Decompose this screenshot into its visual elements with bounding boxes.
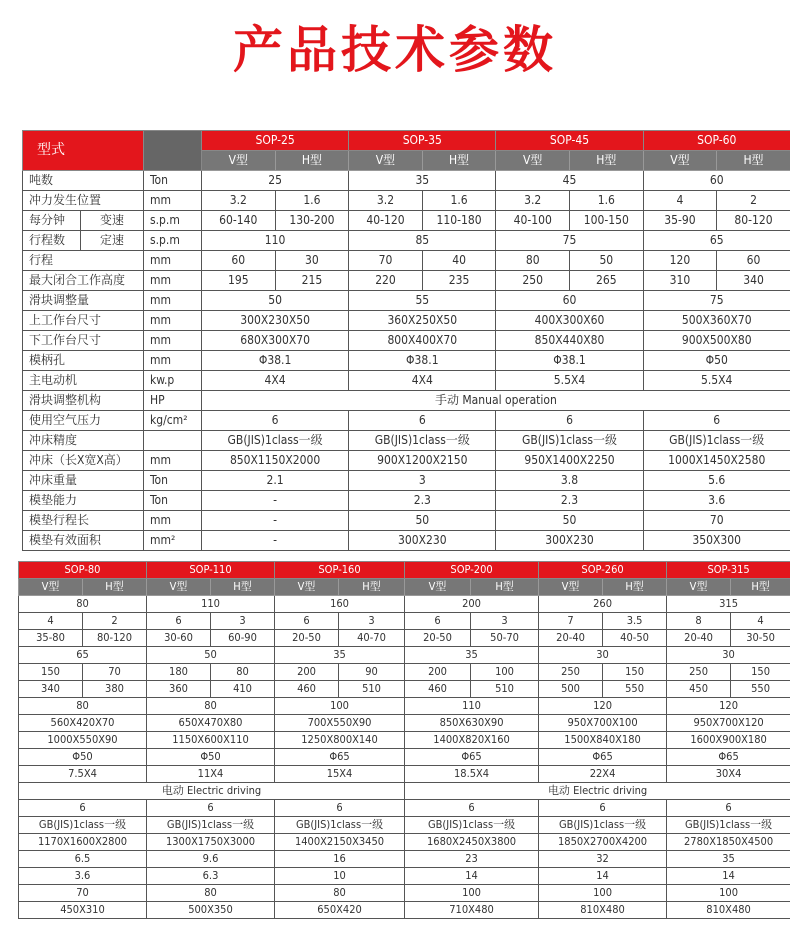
spec-cell: 220 [349,271,423,291]
spec-cell: 950X1400X2250 [496,451,643,471]
row-unit: mm² [144,531,202,551]
spec-cell: 460 [275,681,339,698]
spec-cell: 550 [731,681,790,698]
spec-cell: 6 [643,411,790,431]
model-header: SOP-110 [147,562,275,579]
spec-cell: 250 [539,664,603,681]
spec-cell: 900X1200X2150 [349,451,496,471]
spec-cell: 65 [643,231,790,251]
row-label: 行程数 [23,231,81,251]
spec-cell: 1400X2150X3450 [275,834,405,851]
subtype-v: V型 [405,579,471,596]
model-header: SOP-45 [496,131,643,151]
row-unit: mm [144,451,202,471]
spec-cell: - [202,531,349,551]
spec-cell: 500X350 [147,902,275,919]
spec-cell: 50 [202,291,349,311]
spec-cell: 710X480 [405,902,539,919]
spec-cell: Φ65 [275,749,405,766]
spec-cell: 410 [211,681,275,698]
spec-cell: - [202,511,349,531]
model-header: SOP-160 [275,562,405,579]
spec-cell: 500 [539,681,603,698]
spec-cell: 55 [349,291,496,311]
subtype-v: V型 [202,151,276,171]
row-sublabel: 定速 [81,231,144,251]
spec-cell: - [202,491,349,511]
spec-cell: 6.3 [147,868,275,885]
spec-cell: 6 [275,613,339,630]
spec-cell: 30-60 [147,630,211,647]
spec-cell: 6 [405,800,539,817]
spec-cell: 250 [496,271,570,291]
subtype-v: V型 [643,151,717,171]
spec-cell: 35 [667,851,790,868]
spec-cell: 11X4 [147,766,275,783]
spec-cell: 5.5X4 [496,371,643,391]
spec-cell: 6.5 [19,851,147,868]
spec-cell: 3 [211,613,275,630]
spec-cell: 110 [405,698,539,715]
row-unit: mm [144,331,202,351]
header-gray-block [144,131,202,171]
spec-cell: 850X1150X2000 [202,451,349,471]
spec-cell: 60 [496,291,643,311]
spec-cell: 100-150 [570,211,644,231]
spec-cell: 15X4 [275,766,405,783]
spec-cell: 2 [83,613,147,630]
spec-cell: 23 [405,851,539,868]
spec-cell: 电动 Electric driving [405,783,790,800]
spec-cell: 50 [570,251,644,271]
spec-cell: 260 [539,596,667,613]
spec-cell: 110 [147,596,275,613]
spec-cell: Φ38.1 [496,351,643,371]
spec-cell: 380 [83,681,147,698]
spec-cell: 100 [471,664,539,681]
spec-cell: 85 [349,231,496,251]
subtype-v: V型 [349,151,423,171]
row-unit: mm [144,511,202,531]
spec-cell: 4 [731,613,790,630]
spec-cell: 340 [19,681,83,698]
spec-cell: 350X300 [643,531,790,551]
spec-cell: 3 [349,471,496,491]
spec-table-1 [22,130,790,551]
spec-cell: 3.2 [202,191,276,211]
spec-cell: 3.2 [349,191,423,211]
spec-cell: 2.1 [202,471,349,491]
header-type-label: 型式 [23,131,144,171]
spec-cell: 3.6 [19,868,147,885]
spec-cell: 510 [339,681,405,698]
spec-cell: 1300X1750X3000 [147,834,275,851]
spec-cell: 3.6 [643,491,790,511]
spec-cell: GB(JIS)1class一级 [202,431,349,451]
spec-cell: 110-180 [422,211,496,231]
spec-cell: 900X500X80 [643,331,790,351]
spec-cell: 300X230X50 [202,311,349,331]
spec-cell: 700X550X90 [275,715,405,732]
spec-cell: 9.6 [147,851,275,868]
spec-cell: 1850X2700X4200 [539,834,667,851]
spec-cell: 1170X1600X2800 [19,834,147,851]
spec-cell: 1500X840X180 [539,732,667,749]
row-label: 模柄孔 [23,351,144,371]
spec-cell: 50 [349,511,496,531]
spec-cell: 650X470X80 [147,715,275,732]
row-unit: Ton [144,471,202,491]
spec-cell: 6 [202,411,349,431]
spec-cell: 1250X800X140 [275,732,405,749]
spec-cell: 100 [539,885,667,902]
spec-cell: GB(JIS)1class一级 [667,817,790,834]
subtype-v: V型 [275,579,339,596]
spec-cell: 120 [667,698,790,715]
spec-cell: 6 [147,800,275,817]
row-label: 上工作台尺寸 [23,311,144,331]
spec-cell: 22X4 [539,766,667,783]
spec-cell: 850X630X90 [405,715,539,732]
spec-cell: 30 [539,647,667,664]
spec-cell: 6 [19,800,147,817]
row-label: 滑块调整机构 [23,391,144,411]
spec-cell: 235 [422,271,496,291]
spec-cell: 450 [667,681,731,698]
spec-cell: 30-50 [731,630,790,647]
spec-cell: 310 [643,271,717,291]
model-header: SOP-80 [19,562,147,579]
spec-cell: 360 [147,681,211,698]
subtype-h: H型 [211,579,275,596]
spec-cell: 215 [275,271,349,291]
spec-cell: 70 [349,251,423,271]
spec-cell: GB(JIS)1class一级 [275,817,405,834]
row-label: 冲力发生位置 [23,191,144,211]
spec-cell: 3.5 [603,613,667,630]
row-unit: mm [144,311,202,331]
row-unit: s.p.m [144,211,202,231]
spec-cell: 150 [19,664,83,681]
row-label: 模垫能力 [23,491,144,511]
spec-cell: 18.5X4 [405,766,539,783]
subtype-v: V型 [496,151,570,171]
subtype-v: V型 [539,579,603,596]
subtype-h: H型 [717,151,790,171]
spec-cell: GB(JIS)1class一级 [349,431,496,451]
spec-cell: 195 [202,271,276,291]
spec-cell: 35-90 [643,211,717,231]
row-label: 模垫行程长 [23,511,144,531]
model-header: SOP-35 [349,131,496,151]
spec-table-2 [18,561,790,919]
row-label: 冲床（长X宽X高） [23,451,144,471]
spec-cell: 7.5X4 [19,766,147,783]
row-unit: mm [144,191,202,211]
spec-cell: 6 [147,613,211,630]
spec-cell: 130-200 [275,211,349,231]
spec-cell: 20-40 [667,630,731,647]
model-header: SOP-260 [539,562,667,579]
spec-cell: 100 [275,698,405,715]
spec-cell: 150 [731,664,790,681]
row-label: 下工作台尺寸 [23,331,144,351]
spec-cell: 810X480 [539,902,667,919]
subtype-h: H型 [471,579,539,596]
row-label: 主电动机 [23,371,144,391]
spec-cell: 4X4 [202,371,349,391]
row-label: 每分钟 [23,211,81,231]
spec-cell: 1000X550X90 [19,732,147,749]
model-header: SOP-25 [202,131,349,151]
spec-cell: Φ50 [19,749,147,766]
spec-cell: 40-120 [349,211,423,231]
spec-cell: 50-70 [471,630,539,647]
spec-cell: 50 [496,511,643,531]
spec-cell: 20-40 [539,630,603,647]
model-header: SOP-315 [667,562,790,579]
spec-cell: 14 [539,868,667,885]
row-label: 冲床精度 [23,431,144,451]
spec-cell: 150 [603,664,667,681]
spec-cell: 200 [405,664,471,681]
spec-cell: GB(JIS)1class一级 [405,817,539,834]
row-unit: Ton [144,171,202,191]
spec-cell: 6 [405,613,471,630]
row-label: 使用空气压力 [23,411,144,431]
spec-cell: 200 [275,664,339,681]
spec-cell: 6 [539,800,667,817]
spec-cell: GB(JIS)1class一级 [496,431,643,451]
subtype-h: H型 [731,579,790,596]
subtype-h: H型 [275,151,349,171]
spec-cell: 950X700X120 [667,715,790,732]
spec-cell: 80 [275,885,405,902]
spec-cell: GB(JIS)1class一级 [147,817,275,834]
row-unit: HP [144,391,202,411]
subtype-h: H型 [83,579,147,596]
spec-cell: 500X360X70 [643,311,790,331]
spec-cell: 40-70 [339,630,405,647]
spec-cell: 25 [202,171,349,191]
spec-cell: 160 [275,596,405,613]
spec-cell: 2780X1850X4500 [667,834,790,851]
spec-cell: 950X700X100 [539,715,667,732]
spec-cell: 40 [422,251,496,271]
spec-cell: 3 [339,613,405,630]
spec-cell: 3.2 [496,191,570,211]
spec-cell: 45 [496,171,643,191]
row-label: 滑块调整量 [23,291,144,311]
spec-cell: 电动 Electric driving [19,783,405,800]
row-unit: Ton [144,491,202,511]
spec-cell: 4 [19,613,83,630]
spec-cell: 60 [643,171,790,191]
spec-cell: 70 [643,511,790,531]
spec-cell: 20-50 [405,630,471,647]
subtype-h: H型 [603,579,667,596]
row-label: 模垫有效面积 [23,531,144,551]
spec-cell: 6 [667,800,790,817]
spec-cell: 35 [405,647,539,664]
spec-cell: 315 [667,596,790,613]
spec-cell: 120 [539,698,667,715]
spec-cell: 80 [211,664,275,681]
spec-cell: 250 [667,664,731,681]
spec-cell: 460 [405,681,471,698]
page-title: 产品技术参数 [233,21,557,79]
spec-cell: 80 [147,698,275,715]
spec-cell: 75 [496,231,643,251]
spec-cell: 3 [471,613,539,630]
subtype-v: V型 [19,579,83,596]
spec-cell: 80 [147,885,275,902]
spec-cell: 1680X2450X3800 [405,834,539,851]
spec-cell: 400X300X60 [496,311,643,331]
spec-cell: 1150X600X110 [147,732,275,749]
row-unit: mm [144,351,202,371]
spec-cell: Φ65 [405,749,539,766]
row-unit: mm [144,291,202,311]
spec-cell: GB(JIS)1class一级 [539,817,667,834]
spec-cell: 550 [603,681,667,698]
spec-cell: 300X230 [349,531,496,551]
spec-cell: 35 [349,171,496,191]
spec-cell: 60-140 [202,211,276,231]
spec-cell: 30 [667,647,790,664]
spec-cell: 450X310 [19,902,147,919]
spec-cell: 90 [339,664,405,681]
spec-cell: Φ50 [147,749,275,766]
spec-cell: 6 [349,411,496,431]
row-unit [144,431,202,451]
spec-cell: 75 [643,291,790,311]
subtype-v: V型 [147,579,211,596]
spec-cell: 7 [539,613,603,630]
spec-cell: 180 [147,664,211,681]
spec-cell: 30 [275,251,349,271]
subtype-h: H型 [570,151,644,171]
spec-cell: GB(JIS)1class一级 [643,431,790,451]
spec-cell: 1.6 [275,191,349,211]
spec-cell: 3.8 [496,471,643,491]
spec-cell: 2 [717,191,790,211]
row-unit: kw.p [144,371,202,391]
spec-cell: 800X400X70 [349,331,496,351]
spec-cell: 2.3 [349,491,496,511]
row-unit: s.p.m [144,231,202,251]
spec-cell: Φ38.1 [202,351,349,371]
spec-cell: 8 [667,613,731,630]
spec-cell: 100 [405,885,539,902]
spec-cell: Φ38.1 [349,351,496,371]
spec-cell: 360X250X50 [349,311,496,331]
spec-cell: 100 [667,885,790,902]
spec-cell: 2.3 [496,491,643,511]
spec-cell: 35 [275,647,405,664]
spec-cell: 200 [405,596,539,613]
spec-cell: 14 [405,868,539,885]
spec-cell: 5.5X4 [643,371,790,391]
spec-cell: 手动 Manual operation [202,391,790,411]
spec-cell: 80 [19,698,147,715]
spec-cell: 60 [717,251,790,271]
spec-cell: 60-90 [211,630,275,647]
spec-cell: 60 [202,251,276,271]
spec-cell: 265 [570,271,644,291]
spec-cell: 80-120 [717,211,790,231]
spec-cell: 70 [83,664,147,681]
spec-cell: Φ65 [539,749,667,766]
spec-cell: 65 [19,647,147,664]
row-sublabel: 变速 [81,211,144,231]
row-label: 最大闭合工作高度 [23,271,144,291]
row-label: 吨数 [23,171,144,191]
spec-cell: 40-100 [496,211,570,231]
spec-cell: Φ50 [643,351,790,371]
spec-cell: 560X420X70 [19,715,147,732]
row-unit: kg/cm² [144,411,202,431]
spec-cell: 6 [496,411,643,431]
spec-cell: 1.6 [570,191,644,211]
spec-cell: 340 [717,271,790,291]
spec-cell: 20-50 [275,630,339,647]
row-label: 行程 [23,251,144,271]
subtype-v: V型 [667,579,731,596]
spec-cell: GB(JIS)1class一级 [19,817,147,834]
spec-cell: 680X300X70 [202,331,349,351]
spec-cell: 80 [19,596,147,613]
model-header: SOP-200 [405,562,539,579]
spec-cell: 80-120 [83,630,147,647]
subtype-h: H型 [339,579,405,596]
spec-cell: 1400X820X160 [405,732,539,749]
spec-cell: 1.6 [422,191,496,211]
spec-cell: 70 [19,885,147,902]
spec-cell: 40-50 [603,630,667,647]
spec-cell: 1600X900X180 [667,732,790,749]
subtype-h: H型 [422,151,496,171]
spec-cell: 80 [496,251,570,271]
row-unit: mm [144,251,202,271]
row-unit: mm [144,271,202,291]
row-label: 冲床重量 [23,471,144,491]
spec-cell: 1000X1450X2580 [643,451,790,471]
spec-cell: 5.6 [643,471,790,491]
spec-cell: 120 [643,251,717,271]
spec-cell: 32 [539,851,667,868]
spec-cell: 650X420 [275,902,405,919]
spec-cell: 4X4 [349,371,496,391]
spec-cell: 300X230 [496,531,643,551]
spec-cell: 6 [275,800,405,817]
spec-cell: 30X4 [667,766,790,783]
spec-cell: 35-80 [19,630,83,647]
spec-cell: 4 [643,191,717,211]
model-header: SOP-60 [643,131,790,151]
spec-cell: 510 [471,681,539,698]
spec-cell: 14 [667,868,790,885]
spec-cell: 10 [275,868,405,885]
spec-cell: 50 [147,647,275,664]
spec-cell: 16 [275,851,405,868]
spec-cell: 850X440X80 [496,331,643,351]
spec-cell: Φ65 [667,749,790,766]
spec-cell: 110 [202,231,349,251]
spec-cell: 810X480 [667,902,790,919]
